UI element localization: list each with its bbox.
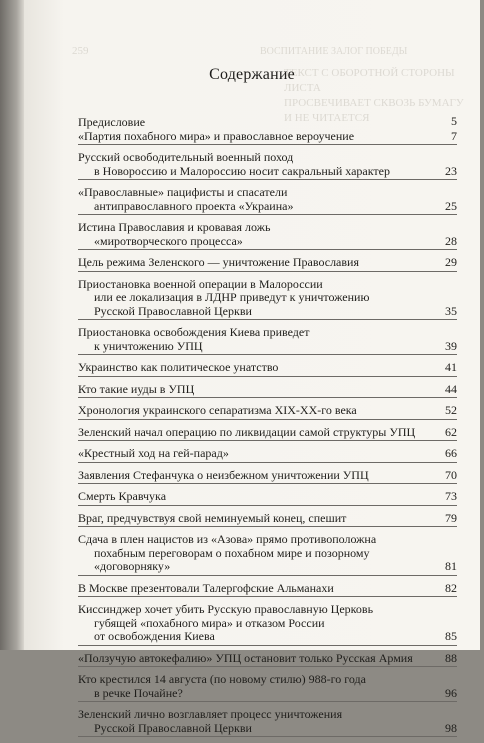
toc-entry-title: Хронология украинского сепаратизма XIX-XX-го века [78,403,357,417]
toc-entry [78,404,457,420]
toc-entry [78,383,457,399]
toc-entry [78,603,457,646]
toc-entry-title: Русский освободительный военный поход [78,150,294,164]
bleed-through-header: ВОСПИТАНИЕ ЗАЛОГ ПОБЕДЫ [260,46,408,57]
toc-entry [78,469,457,485]
toc-entry [78,582,457,598]
toc-page-number: 81 [445,559,457,573]
toc-page-number: 25 [445,198,457,213]
toc-entry-title: к уничтожению УПЦ [94,338,203,353]
toc-entry [78,278,457,321]
toc-entry-title: «Ползучую автокефалию» УПЦ остановит только Русская Армия [78,650,413,665]
toc-entry [78,151,457,180]
toc-entry-title: «миротворческого процесса» [94,233,243,248]
toc-entry-title: Заявления Стефанчука о неизбежном уничтожении УПЦ [78,467,369,482]
bleed-through-page-number: 259 [72,45,89,57]
toc-entry-title: Зеленский начал операцию по ликвидации самой структуры УПЦ [78,424,416,439]
toc-page-number: 23 [445,163,457,178]
toc-entry [78,116,457,130]
toc-entry [78,130,457,146]
toc-entry-title: Приостановка военной операции в Малороссии [78,276,323,291]
toc-page-number: 85 [445,629,457,643]
toc-entry-title: в речке Почайне? [94,685,183,700]
toc-page-number: 79 [445,510,457,525]
toc-page-number: 98 [445,720,457,735]
toc-page-number: 7 [451,128,457,143]
toc-entry-title: «Крестный ход на гей-парад» [78,446,229,460]
toc-entry-title: Приостановка освобождения Киева приведет [78,325,310,339]
toc-entry [78,673,457,702]
toc-entry-title: Враг, предчувствуя свой неминуемый конец, спешит [78,510,347,525]
toc-entry-title: от освобождения Киева [94,629,215,643]
toc-page-number: 41 [445,360,457,374]
toc-entry-title: Киссинджер хочет убить Русскую православную Церковь [78,602,374,616]
toc-page-number: 73 [445,489,457,503]
toc-entry-title: Сдача в плен нацистов из «Азова» прямо противоположна [78,532,377,546]
toc-entry-title: «договорняку» [94,559,171,573]
bleed-through-text: ТЕКСТ С ОБОРОТНОЙ СТОРОНЫ ЛИСТА ПРОСВЕЧИВАЕТ СКВОЗЬ БУМАГУ И НЕ ЧИТАЕТСЯ [284,67,464,124]
toc-entry-title: Русской Православной Церкви [94,720,252,735]
toc-entry-title: Украинство как политическое унатство [78,360,279,374]
toc-entry [78,186,457,215]
toc-entry [78,708,457,737]
toc-entry-title: Кто крестился 14 августа (по новому стилю) 988-го года [78,672,366,686]
toc-page-number: 70 [445,467,457,482]
toc-entry-title: Предисловие [78,115,146,129]
toc-entry-title: Кто такие иуды в УПЦ [78,381,195,396]
toc-entry-title: антиправославного проекта «Украина» [94,198,294,213]
toc-entry-title: Истина Православия и кровавая ложь [78,220,271,234]
toc-entry-title: в Новороссию и Малороссию носит сакральный характер [94,163,390,178]
toc-entry [78,426,457,442]
toc-page-number: 66 [445,446,457,460]
toc-page-number: 52 [445,403,457,417]
table-of-contents [78,116,457,743]
toc-entry-title: Цель режима Зеленского — уничтожение Православия [78,255,359,269]
toc-entry [78,512,457,528]
toc-page-number: 5 [451,114,457,128]
toc-entry-title: Русской Православной Церкви [94,303,252,318]
toc-entry-title: «Православные» пацифисты и спасатели [78,185,288,199]
toc-entry-title: похабным переговорам о похабном мире и позорному [94,545,370,560]
toc-entry [78,652,457,668]
toc-page-number: 35 [445,303,457,318]
toc-entry [78,326,457,355]
toc-entry-title: Смерть Кравчука [78,489,167,503]
toc-page-number: 29 [445,255,457,269]
toc-page-number: 44 [445,381,457,396]
toc-entry-title: или ее локализация в ЛДНР приведут к уничтожению [94,290,370,304]
toc-entry-title: губящей «похабного мира» и отказом России [94,615,325,630]
toc-entry [78,361,457,377]
book-spine-shadow [0,0,24,650]
toc-entry [78,533,457,576]
toc-entry [78,256,457,272]
toc-page-number: 28 [445,233,457,248]
toc-page-number: 39 [445,338,457,353]
toc-page-number: 82 [445,580,457,595]
toc-entry [78,490,457,506]
toc-page-number: 96 [445,685,457,700]
toc-entry-title: «Партия похабного мира» и православное вероучение [78,128,355,143]
toc-entry [78,447,457,463]
book-page [24,0,480,735]
toc-entry [78,221,457,250]
toc-page-number: 62 [445,424,457,439]
toc-entry-title: В Москве презентовали Талергофские Альманахи [78,580,334,595]
toc-page-number: 88 [445,650,457,665]
toc-title: Содержание [209,66,295,83]
toc-entry-title: Зеленский лично возглавляет процесс уничтожения [78,707,343,721]
